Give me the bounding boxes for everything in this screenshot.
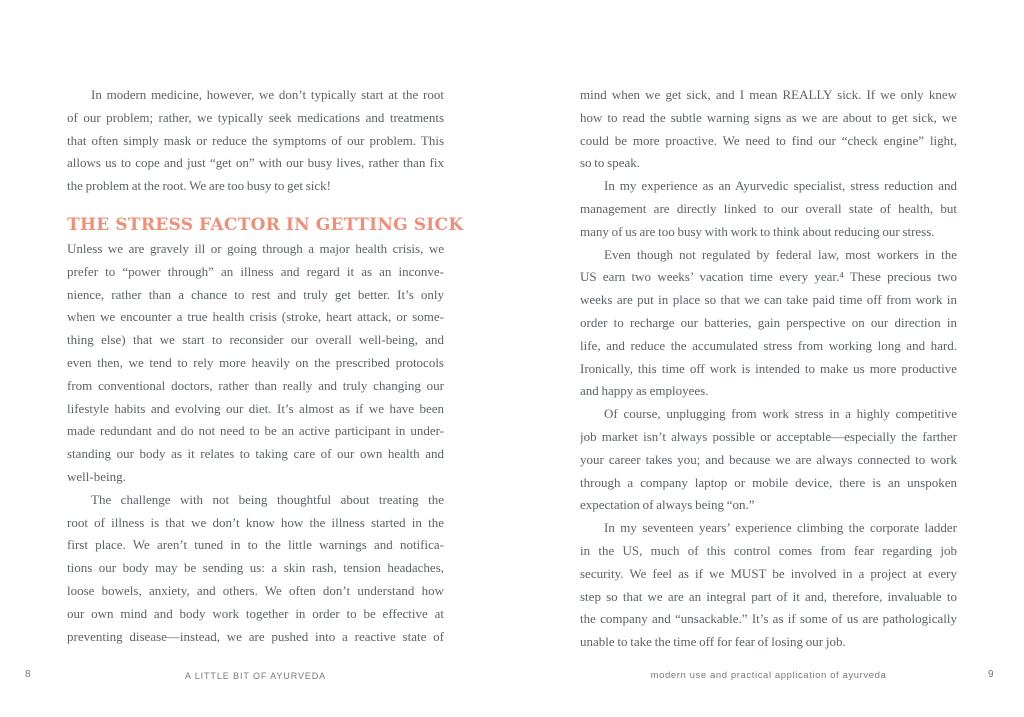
text-line: lifestyle habits and evolving our diet. It’s almost as if we have been <box>67 400 444 416</box>
text-line: US earn two weeks’ vacation time every year.⁴ These precious two <box>580 269 957 285</box>
text-line: step so that we are an integral part of it and, therefore, invaluable to <box>580 588 957 604</box>
body-paragraph <box>580 84 957 175</box>
text-line: allows us to cope and just “get on” with our busy lives, rather than fix <box>67 155 444 171</box>
text-line: In my seventeen years’ experience climbing the corporate ladder <box>604 520 957 536</box>
text-line: mind when we get sick, and I mean REALLY sick. If we only knew <box>580 87 957 102</box>
text-line: In my experience as an Ayurvedic specialist, stress reduction and <box>604 178 957 194</box>
text-line: management are directly linked to our overall state of health, but <box>580 200 957 216</box>
text-line: order to recharge our batteries, gain perspective on our direction in <box>580 314 957 330</box>
page-number-left: 8 <box>25 669 31 680</box>
text-line: your career takes you; and because we are always connected to work <box>580 451 957 467</box>
text-line: standing our body as it relates to taking care of our own health and <box>67 446 444 462</box>
body-paragraph <box>580 175 957 243</box>
running-head-right: modern use and practical application of ayurveda <box>650 670 887 681</box>
text-line: from conventional doctors, rather than really and truly changing our <box>67 377 444 393</box>
body-paragraph <box>580 244 957 404</box>
text-line: and happy as employees. <box>580 383 709 399</box>
text-line: loose bowels, anxiety, and others. We often don’t understand how <box>67 582 444 598</box>
text-line: Ironically, this time off work is intended to make us more productive <box>580 360 957 376</box>
text-line: prefer to “power through” an illness and regard it as an inconve- <box>67 263 444 279</box>
text-line: in the US, much of this control comes from fear regarding job <box>580 542 957 558</box>
body-paragraph <box>580 517 957 654</box>
right-page-text-column <box>580 84 957 654</box>
text-line: Unless we are gravely ill or going through a major health crisis, we <box>67 240 444 256</box>
text-line: how to read the subtle warning signs as we are about to get sick, we <box>580 109 957 125</box>
text-line: thing else) that we start to reconsider our overall well-being, and <box>67 332 444 348</box>
text-line: through a company laptop or mobile device, there is an unspoken <box>580 474 957 490</box>
body-paragraph <box>580 403 957 517</box>
text-line: expectation of always being “on.” <box>580 497 755 513</box>
text-line: Even though not regulated by federal law, most workers in the <box>604 246 957 262</box>
text-line: job market isn’t always possible or acceptable—especially the farther <box>580 428 957 444</box>
body-paragraph <box>67 84 444 198</box>
text-line: the problem at the root. We are too busy to get sick! <box>67 178 331 194</box>
body-paragraph <box>67 489 444 649</box>
section-heading: THE STRESS FACTOR IN GETTING SICK <box>67 214 464 235</box>
page-number-right: 9 <box>988 669 994 680</box>
text-line: many of us are too busy with work to think about reducing our stress. <box>580 223 935 239</box>
left-page-text-column <box>67 84 464 648</box>
text-line: of our problem; rather, we typically seek medications and treatments <box>67 109 444 125</box>
text-line: made redundant and do not need to be an active participant in under- <box>67 423 444 439</box>
text-line: so to speak. <box>580 155 641 171</box>
text-line: the company and “unsackable.” It’s as if some of us are pathologically <box>580 611 957 627</box>
text-line: Of course, unplugging from work stress in a highly competitive <box>604 406 957 422</box>
text-line: In modern medicine, however, we don’t typically start at the root <box>91 87 444 102</box>
text-line: tions our body may be sending us: a skin rash, tension headaches, <box>67 560 444 576</box>
text-line: unable to take the time off for fear of losing our job. <box>580 634 846 650</box>
text-line: that often simply mask or reduce the symptoms of our problem. This <box>67 132 444 148</box>
text-line: nience, rather than a chance to rest and truly get better. It’s only <box>67 286 444 302</box>
text-line: The challenge with not being thoughtful about treating the <box>91 491 444 507</box>
text-line: first place. We aren’t tuned in to the little warnings and notifica- <box>67 537 444 553</box>
text-line: our own mind and body work together in order to be effective at <box>67 605 444 621</box>
text-line: life, and reduce the accumulated stress from working long and hard. <box>580 337 957 353</box>
body-paragraph <box>67 238 444 489</box>
text-line: even then, we tend to rely more heavily on the prescribed protocols <box>67 354 444 370</box>
text-line: root of illness is that we don’t know how the illness started in the <box>67 514 444 530</box>
text-line: weeks are put in place so that we can take paid time off from work in <box>580 292 957 308</box>
text-line: when we encounter a true health crisis (stroke, heart attack, or some- <box>67 309 444 325</box>
text-line: could be more proactive. We need to find our “check engine” light, <box>580 132 957 148</box>
running-head-left: A LITTLE BIT OF AYURVEDA <box>184 671 327 681</box>
text-line: well-being. <box>67 468 126 484</box>
text-line: preventing disease—instead, we are pushed into a reactive state of <box>67 628 444 644</box>
text-line: security. We feel as if we MUST be involved in a project at every <box>580 565 957 581</box>
